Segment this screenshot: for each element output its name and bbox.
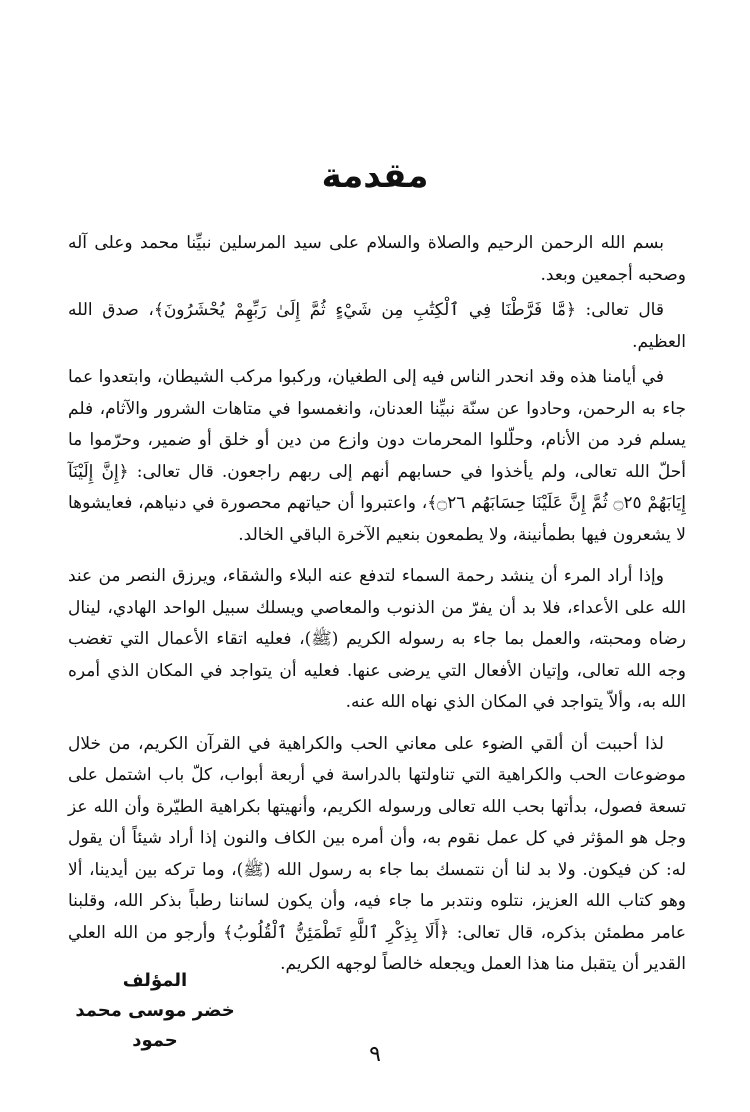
- body-paragraph-1: في أيامنا هذه وقد انحدر الناس فيه إلى الطغيان، وركبوا مركب الشيطان، وابتعدوا عما جاء به الرحمن، وحادوا عن سنّة نبيِّنا العدنان، وانغمسوا في متاهات الشرور والآثام، فلم يسلم فرد من الأنام، وحلّلوا المحرمات دون وازع من دين أو خلق أو ضمير، وحرّموا ما أحلّ الله تعالى، ولم يأخذوا في حسابهم أنهم إلى ربهم راجعون. قال تعالى: ﴿إِنَّ إِلَيْنَآ إِيَابَهُمْ ۝٢٥ ثُمَّ إِنَّ عَلَيْنَا حِسَابَهُم ۝٢٦﴾، واعتبروا أن حياتهم محصورة في دنياهم، فعايشوها لا يشعرون فيها بطمأنينة، ولا يطمعون بنعيم الآخرة الباقي الخالد.: [68, 367, 686, 545]
- opening-paragraph: بسم الله الرحمن الرحيم والصلاة والسلام على سيد المرسلين نبيِّنا محمد وعلى آله وصحبه أجمعين وبعد.: [68, 233, 686, 285]
- introduction-body: [68, 228, 686, 991]
- page-number: ٩: [369, 1042, 381, 1067]
- page-title: مقدمة: [321, 155, 429, 196]
- quran-quote-paragraph: قال تعالى: ﴿مَّا فَرَّطْنَا فِي ٱلْكِتَٰبِ مِن شَيْءٍ ثُمَّ إِلَىٰ رَبِّهِمْ يُحْشَرُونَ﴾، صدق الله العظيم.: [68, 300, 686, 352]
- body-paragraph-2: وإذا أراد المرء أن ينشد رحمة السماء لتدفع عنه البلاء والشقاء، ويرزق النصر من عند الله على الأعداء، فلا بد أن يفرّ من الذنوب والمعاصي ويسلك سبيل الواحد الهادي، لينال رضاه ومحبته، والعمل بما جاء به رسوله الكريم (ﷺ)، فعليه اتقاء الأعمال التي تغضب وجه الله تعالى، وإتيان الأفعال التي يرضى عنها. فعليه أن يتواجد في المكان الذي أمره الله به، وألاّ يتواجد في المكان الذي نهاه الله عنه.: [68, 566, 686, 712]
- body-paragraph-3: لذا أحببت أن ألقي الضوء على معاني الحب والكراهية في القرآن الكريم، من خلال موضوعات الحب والكراهية التي تناولتها بالدراسة في أربعة أبواب، كلّ باب اشتمل على تسعة فصول، بدأتها بحب الله تعالى ورسوله الكريم، وأنهيتها بكراهية الطيّرة وأن الله عز وجل هو المؤثر في كل عمل نقوم به، وأن أمره بين الكاف والنون إذا أراد شيئاً أن يقول له: كن فيكون. ولا بد لنا أن نتمسك بما جاء به رسول الله (ﷺ)، وما تركه بين أيدينا، ألا وهو كتاب الله العزيز، نتلوه ونتدبر ما جاء فيه، وأن يكون لساننا رطباً بذكر الله، وقلبنا عامر مطمئن بذكره، قال تعالى: ﴿أَلَا بِذِكْرِ ٱللَّهِ تَطْمَئِنُّ ٱلْقُلُوبُ﴾ وأرجو من الله العلي القدير أن يتقبل منا هذا العمل ويجعله خالصاً لوجهه الكريم.: [68, 733, 686, 974]
- author-name: خضر موسى محمد حمود: [75, 1000, 235, 1051]
- author-label: المؤلف: [122, 970, 188, 991]
